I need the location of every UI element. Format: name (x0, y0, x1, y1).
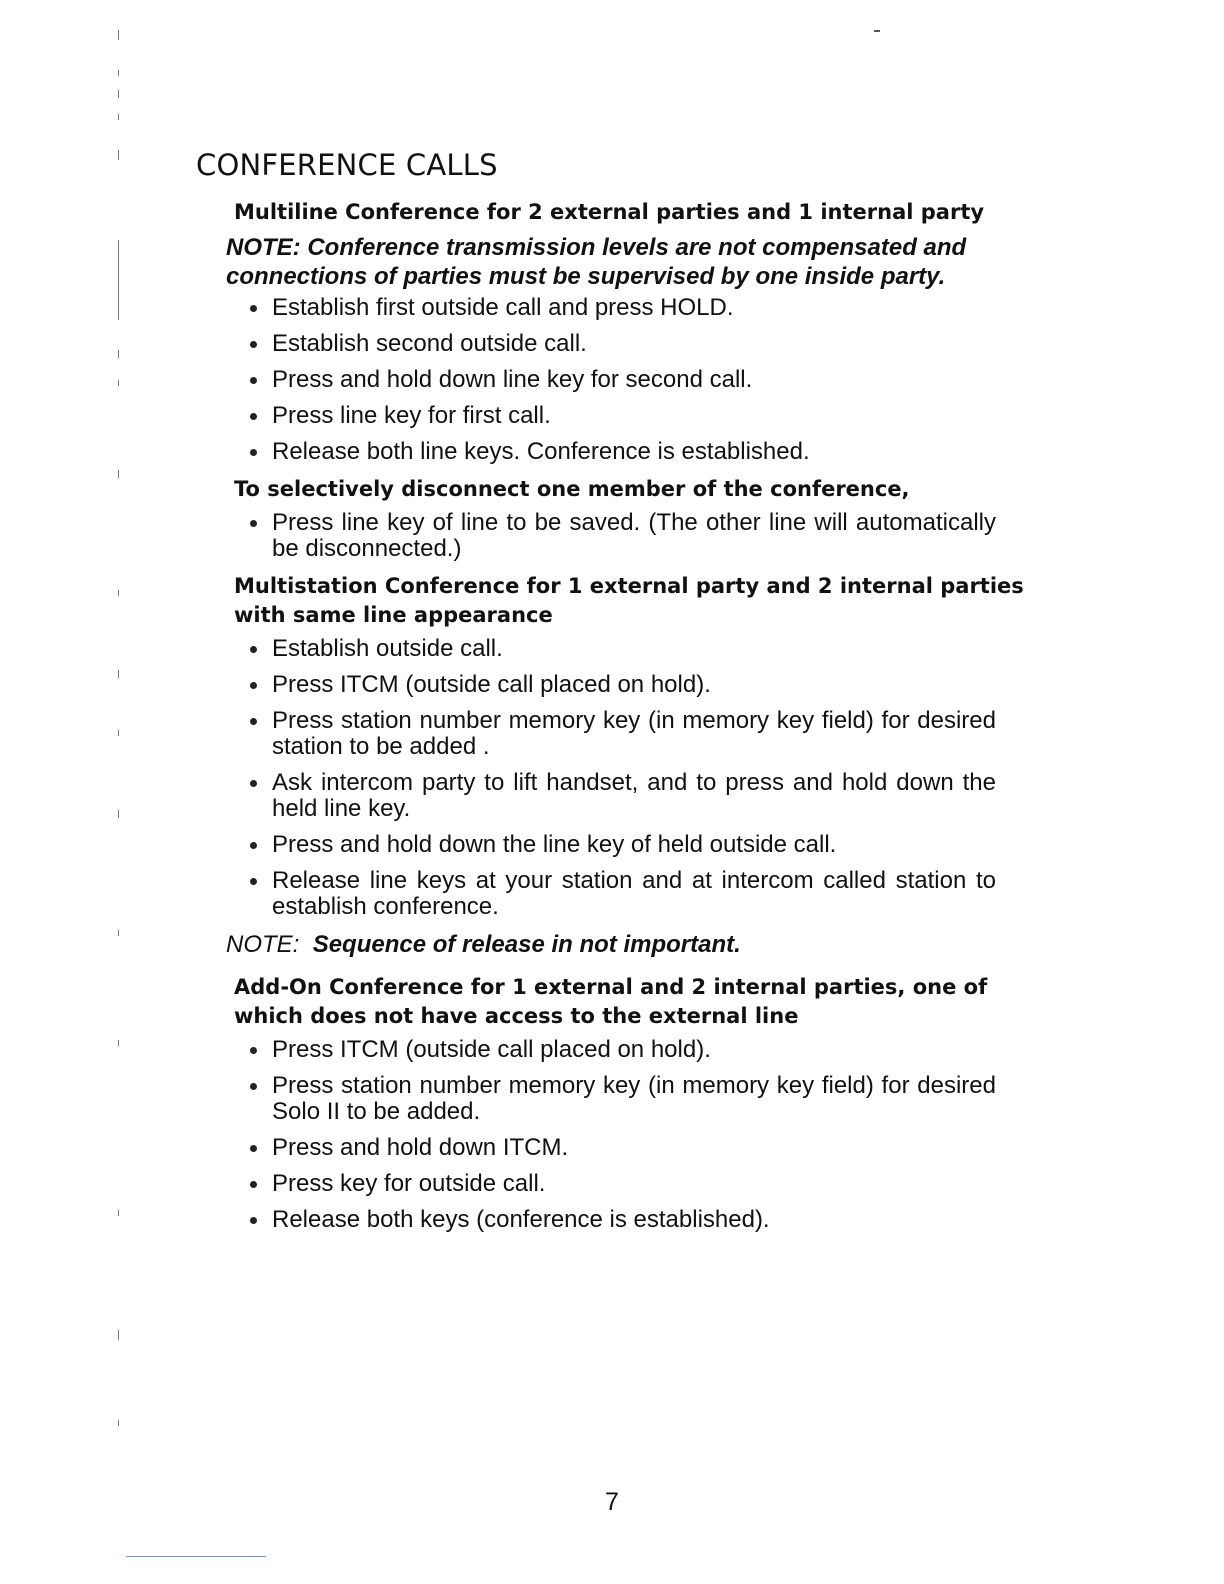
list-item: Release both line keys. Conference is established. (246, 439, 996, 465)
list-item: Press and hold down line key for second call. (246, 367, 996, 393)
bullet-icon (250, 682, 257, 689)
bullet-list-multiline (226, 295, 1026, 465)
list-item: Establish second outside call. (246, 331, 996, 357)
bullet-icon (250, 646, 257, 653)
bullet-icon (250, 377, 257, 384)
bullet-list-multistation (226, 636, 1026, 920)
bullet-icon (250, 1083, 257, 1090)
bullet-list-add-on (226, 1037, 1026, 1233)
note-release-sequence: NOTE: Sequence of release in not important. (226, 931, 741, 958)
bullet-icon (250, 718, 257, 725)
list-item: Press key for outside call. (246, 1171, 996, 1197)
list-item: Press line key for first call. (246, 403, 996, 429)
list-item: Press and hold down the line key of held outside call. (246, 832, 996, 858)
section-heading-selective-disconnect: To selectively disconnect one member of the conference, (234, 477, 910, 501)
list-item: Establish first outside call and press HOLD. (246, 295, 996, 321)
list-item: Release both keys (conference is established). (246, 1207, 996, 1233)
bullet-icon (250, 1145, 257, 1152)
bullet-icon (250, 1217, 257, 1224)
list-item: Press ITCM (outside call placed on hold). (246, 672, 996, 698)
bullet-icon (250, 842, 257, 849)
note-transmission-levels: NOTE: Conference transmission levels are not compensated and connections of parties must be supervised by one inside party. (226, 234, 967, 290)
content-body (226, 198, 1026, 1243)
section-heading-multistation: Multistation Conference for 1 external party and 2 internal parties with same line appearance (234, 574, 1024, 627)
scan-speck (874, 30, 880, 32)
bottom-rule (126, 1556, 266, 1557)
bullet-icon (250, 413, 257, 420)
bullet-icon (250, 780, 257, 787)
bullet-icon (250, 305, 257, 312)
page-title: CONFERENCE CALLS (196, 148, 498, 182)
bullet-icon (250, 1047, 257, 1054)
bullet-list-disconnect (226, 510, 1026, 562)
section-heading-multiline: Multiline Conference for 2 external parties and 1 internal party (234, 200, 985, 224)
list-item: Establish outside call. (246, 636, 996, 662)
bullet-icon (250, 449, 257, 456)
bullet-icon (250, 520, 257, 527)
bullet-icon (250, 341, 257, 348)
page-number: 7 (605, 1488, 619, 1516)
list-item: Press and hold down ITCM. (246, 1135, 996, 1161)
bullet-icon (250, 878, 257, 885)
list-item: Ask intercom party to lift handset, and to press and hold down the held line key. (246, 770, 996, 822)
list-item: Press line key of line to be saved. (The other line will automatically be disconnected.) (246, 510, 996, 562)
bullet-icon (250, 1181, 257, 1188)
list-item: Press station number memory key (in memory key field) for desired Solo II to be added. (246, 1073, 996, 1125)
list-item: Press station number memory key (in memory key field) for desired station to be added . (246, 708, 996, 760)
list-item: Press ITCM (outside call placed on hold). (246, 1037, 996, 1063)
list-item: Release line keys at your station and at intercom called station to establish conference. (246, 868, 996, 920)
scan-margin-marks (116, 30, 122, 1450)
section-heading-add-on: Add-On Conference for 1 external and 2 internal parties, one of which does not have access to the external line (234, 975, 988, 1028)
